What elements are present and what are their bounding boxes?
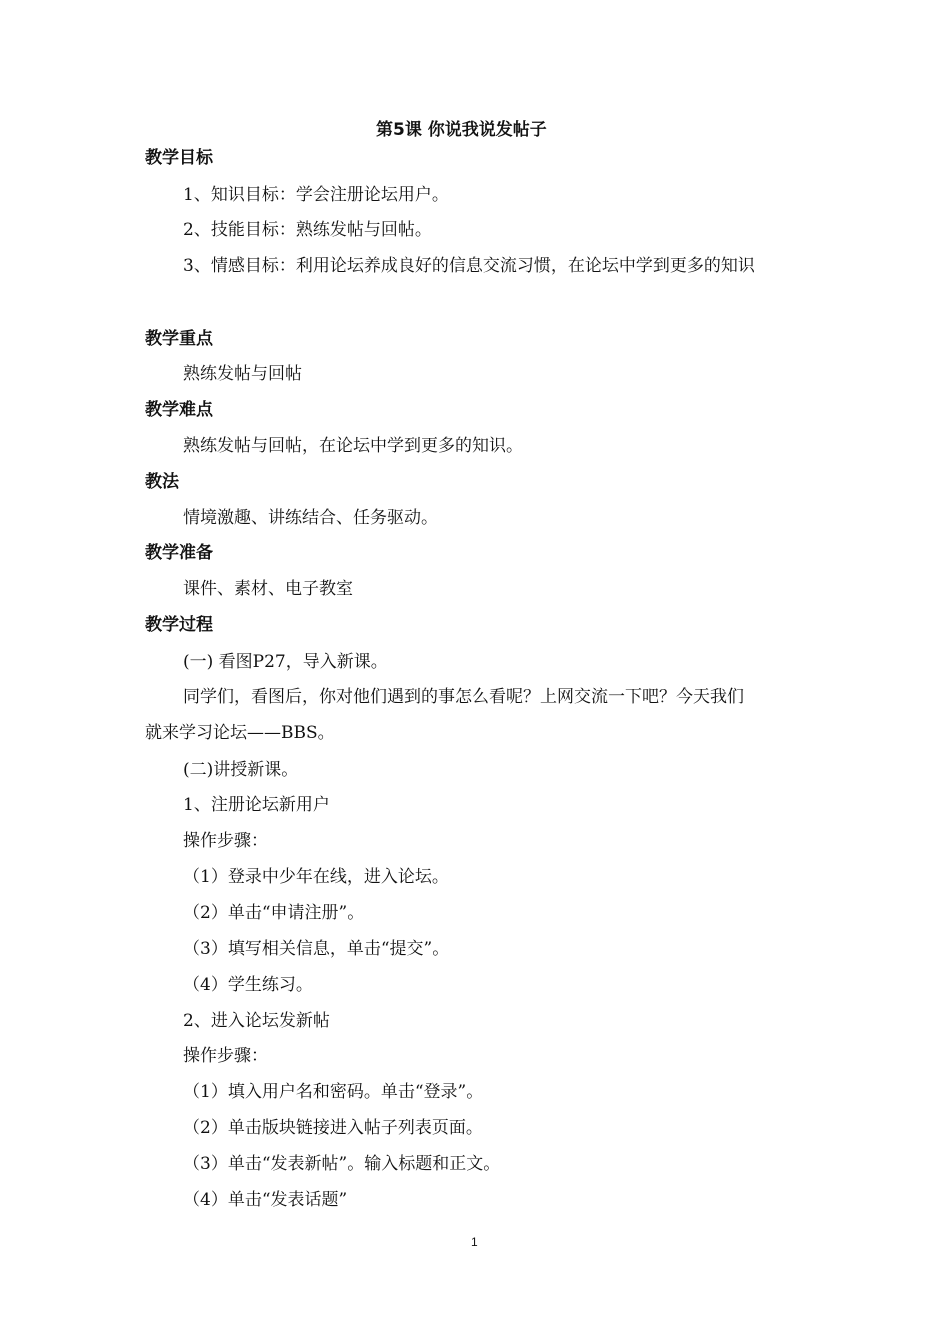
lesson-title: 第5课 你说我说发帖子 [376,120,547,140]
process-line: （3）单击“发表新帖”。输入标题和正文。 [183,1154,501,1174]
process-line: （4）学生练习。 [183,975,313,995]
objectives-heading: 教学目标 [145,148,213,168]
methods-heading: 教法 [145,472,179,492]
process-line: （3）填写相关信息，单击“提交”。 [183,939,450,959]
objective-item: 1、知识目标：学会注册论坛用户。 [183,185,449,205]
objective-item: 2、技能目标：熟练发帖与回帖。 [183,220,432,240]
process-heading: 教学过程 [145,615,213,635]
process-line: 操作步骤： [183,1046,268,1066]
process-line: （1）填入用户名和密码。单击“登录”。 [183,1082,484,1102]
process-line: 1、注册论坛新用户 [183,795,330,815]
process-line: 操作步骤： [183,831,268,851]
difficulties-text: 熟练发帖与回帖，在论坛中学到更多的知识。 [183,436,523,456]
key-points-text: 熟练发帖与回帖 [183,364,302,384]
preparation-heading: 教学准备 [145,543,213,563]
key-points-heading: 教学重点 [145,329,213,349]
process-line: 2、进入论坛发新帖 [183,1011,330,1031]
process-line: (二)讲授新课。 [183,760,299,780]
methods-text: 情境激趣、讲练结合、任务驱动。 [183,508,438,528]
process-line: （4）单击“发表话题” [183,1190,348,1210]
preparation-text: 课件、素材、电子教室 [183,579,353,599]
difficulties-heading: 教学难点 [145,400,213,420]
process-line: （2）单击版块链接进入帖子列表页面。 [183,1118,483,1138]
process-line: 就来学习论坛——BBS。 [145,723,335,743]
process-line: （2）单击“申请注册”。 [183,903,365,923]
process-line: （1）登录中少年在线，进入论坛。 [183,867,449,887]
process-line: (一) 看图P27，导入新课。 [183,652,388,672]
objective-item: 3、情感目标：利用论坛养成良好的信息交流习惯，在论坛中学到更多的知识 [183,256,755,276]
process-line: 同学们，看图后，你对他们遇到的事怎么看呢？上网交流一下吧？今天我们 [183,687,744,707]
page-number: 1 [471,1235,478,1249]
